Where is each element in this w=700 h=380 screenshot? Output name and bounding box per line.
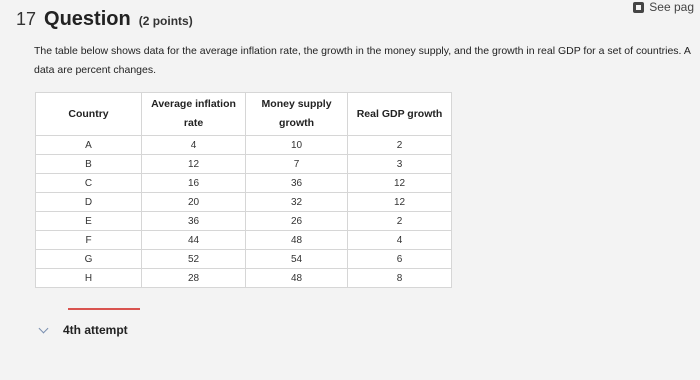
header-country: Country [36, 93, 142, 136]
cell-money: 48 [246, 269, 348, 288]
attempt-accent-line [68, 308, 140, 310]
header-inflation: Average inflation rate [142, 93, 246, 136]
cell-gdp: 3 [348, 155, 452, 174]
cell-money: 48 [246, 231, 348, 250]
cell-money: 10 [246, 136, 348, 155]
cell-inflation: 44 [142, 231, 246, 250]
cell-inflation: 12 [142, 155, 246, 174]
cell-inflation: 20 [142, 193, 246, 212]
cell-gdp: 2 [348, 212, 452, 231]
cell-country: H [36, 269, 142, 288]
cell-money: 7 [246, 155, 348, 174]
question-header [16, 8, 193, 31]
cell-gdp: 12 [348, 174, 452, 193]
cell-country: F [36, 231, 142, 250]
cell-country: E [36, 212, 142, 231]
cell-gdp: 2 [348, 136, 452, 155]
table-row [36, 174, 452, 193]
cell-money: 26 [246, 212, 348, 231]
table-row [36, 155, 452, 174]
cell-inflation: 28 [142, 269, 246, 288]
cell-country: C [36, 174, 142, 193]
chevron-down-icon [39, 323, 49, 333]
cell-inflation: 52 [142, 250, 246, 269]
question-prompt: The table below shows data for the average inflation rate, the growth in the money supply, and the growth in real GDP for a set of countries. A data are percent changes. [34, 45, 691, 76]
cell-money: 32 [246, 193, 348, 212]
table-row [36, 269, 452, 288]
cell-inflation: 4 [142, 136, 246, 155]
attempt-label: 4th attempt [63, 323, 128, 337]
cell-inflation: 36 [142, 212, 246, 231]
page-icon [633, 2, 644, 13]
header-money-supply: Money supply growth [246, 93, 348, 136]
see-page-link[interactable] [633, 0, 694, 14]
cell-country: A [36, 136, 142, 155]
cell-country: G [36, 250, 142, 269]
cell-money: 36 [246, 174, 348, 193]
cell-money: 54 [246, 250, 348, 269]
table-row [36, 212, 452, 231]
header-gdp-growth: Real GDP growth [348, 93, 452, 136]
cell-gdp: 4 [348, 231, 452, 250]
table-row [36, 136, 452, 155]
cell-gdp: 6 [348, 250, 452, 269]
table-row [36, 231, 452, 250]
table-row [36, 250, 452, 269]
attempt-toggle[interactable] [40, 323, 128, 337]
cell-country: D [36, 193, 142, 212]
table-header-row [36, 93, 452, 136]
cell-inflation: 16 [142, 174, 246, 193]
cell-gdp: 12 [348, 193, 452, 212]
table-row [36, 193, 452, 212]
question-title: Question [44, 8, 131, 30]
cell-gdp: 8 [348, 269, 452, 288]
question-number: 17 [16, 9, 37, 29]
question-points: (2 points) [138, 14, 193, 28]
see-page-label: See pag [649, 0, 694, 14]
cell-country: B [36, 155, 142, 174]
data-table [35, 92, 452, 288]
